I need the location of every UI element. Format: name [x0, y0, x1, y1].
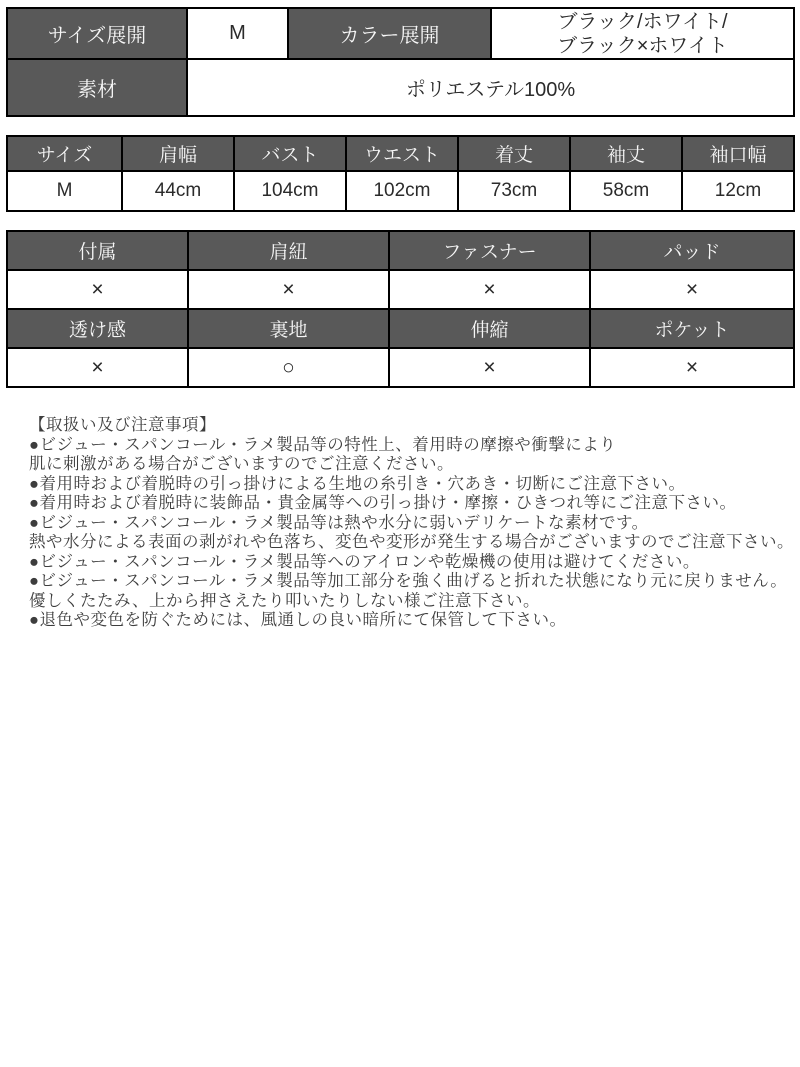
measurements-value-row: [7, 171, 794, 211]
size-range-label: サイズ展開: [7, 8, 187, 59]
measurement-header-cuff: 袖口幅: [682, 136, 794, 171]
care-notes-line: ●ビジュー・スパンコール・ラメ製品等の特性上、着用時の摩擦や衝撃により: [29, 435, 617, 454]
measurement-value-size: M: [7, 171, 122, 211]
measurement-value-waist: 102cm: [346, 171, 458, 211]
measurement-header-size: サイズ: [7, 136, 122, 171]
color-range-value-line1: ブラック/ホワイト/: [557, 10, 728, 33]
care-notes-line: ●着用時および着脱時に装飾品・貴金属等への引っ掛け・摩擦・ひきつれ等にご注意下さい。: [29, 494, 737, 512]
measurements-table: [6, 135, 795, 212]
measurement-header-waist: ウエスト: [346, 136, 458, 171]
measurement-value-bust: 104cm: [234, 171, 346, 211]
care-notes-line: ●ビジュー・スパンコール・ラメ製品等へのアイロンや乾燥機の使用は避けてください。: [29, 552, 700, 571]
feature-header-stretch: 伸縮: [389, 309, 590, 348]
care-notes-line: ●ビジュー・スパンコール・ラメ製品等加工部分を強く曲げると折れた状態になり元に戻りません。: [29, 572, 788, 590]
feature-value-zipper: ×: [389, 270, 590, 309]
feature-header-pad: パッド: [590, 231, 794, 270]
feature-header-pocket: ポケット: [590, 309, 794, 348]
measurement-header-sleeve: 袖丈: [570, 136, 682, 171]
spec-table: [6, 7, 795, 117]
feature-value-pocket: ×: [590, 348, 794, 387]
features-table: [6, 230, 795, 388]
measurement-value-length: 73cm: [458, 171, 570, 211]
size-range-value: M: [187, 8, 288, 59]
color-range-value-line2: ブラック×ホワイト: [557, 34, 728, 57]
color-range-label: カラー展開: [288, 8, 491, 59]
care-notes-line: 肌に刺激がある場合がございますのでご注意ください。: [29, 455, 454, 473]
feature-value-accessory: ×: [7, 270, 188, 309]
feature-header-accessory: 付属: [7, 231, 188, 270]
care-notes-section: [6, 416, 793, 631]
care-notes-title: 【取扱い及び注意事項】: [29, 416, 216, 434]
measurements-header-row: [7, 136, 794, 171]
care-notes-line: 優しくたたみ、上から押さえたり叩いたりしない様ご注意下さい。: [29, 591, 540, 610]
features-value-row-2: [7, 348, 794, 387]
measurement-header-bust: バスト: [234, 136, 346, 171]
color-range-value: [491, 8, 794, 59]
feature-value-sheerness: ×: [7, 348, 188, 387]
spec-row-size-color: [7, 8, 794, 59]
measurement-header-shoulder: 肩幅: [122, 136, 234, 171]
care-notes-line: ●着用時および着脱時の引っ掛けによる生地の糸引き・穴あき・切断にご注意下さい。: [29, 474, 686, 493]
spec-row-material: [7, 59, 794, 116]
measurement-value-shoulder: 44cm: [122, 171, 234, 211]
measurement-value-sleeve: 58cm: [570, 171, 682, 211]
care-notes-line: ●退色や変色を防ぐためには、風通しの良い暗所にて保管して下さい。: [29, 611, 567, 629]
feature-value-strap: ×: [188, 270, 389, 309]
measurement-value-cuff: 12cm: [682, 171, 794, 211]
feature-header-strap: 肩紐: [188, 231, 389, 270]
material-value: ポリエステル100%: [187, 59, 794, 116]
feature-value-pad: ×: [590, 270, 794, 309]
feature-header-lining: 裏地: [188, 309, 389, 348]
feature-header-zipper: ファスナー: [389, 231, 590, 270]
features-header-row-2: [7, 309, 794, 348]
measurement-header-length: 着丈: [458, 136, 570, 171]
feature-value-stretch: ×: [389, 348, 590, 387]
features-value-row-1: [7, 270, 794, 309]
care-notes-line: 熱や水分による表面の剥がれや色落ち、変色や変形が発生する場合がございますのでご注意下さい。: [29, 533, 794, 551]
features-header-row-1: [7, 231, 794, 270]
care-notes-line: ●ビジュー・スパンコール・ラメ製品等は熱や水分に弱いデリケートな素材です。: [29, 513, 649, 532]
feature-value-lining: ○: [188, 348, 389, 387]
material-label: 素材: [7, 59, 187, 116]
feature-header-sheerness: 透け感: [7, 309, 188, 348]
